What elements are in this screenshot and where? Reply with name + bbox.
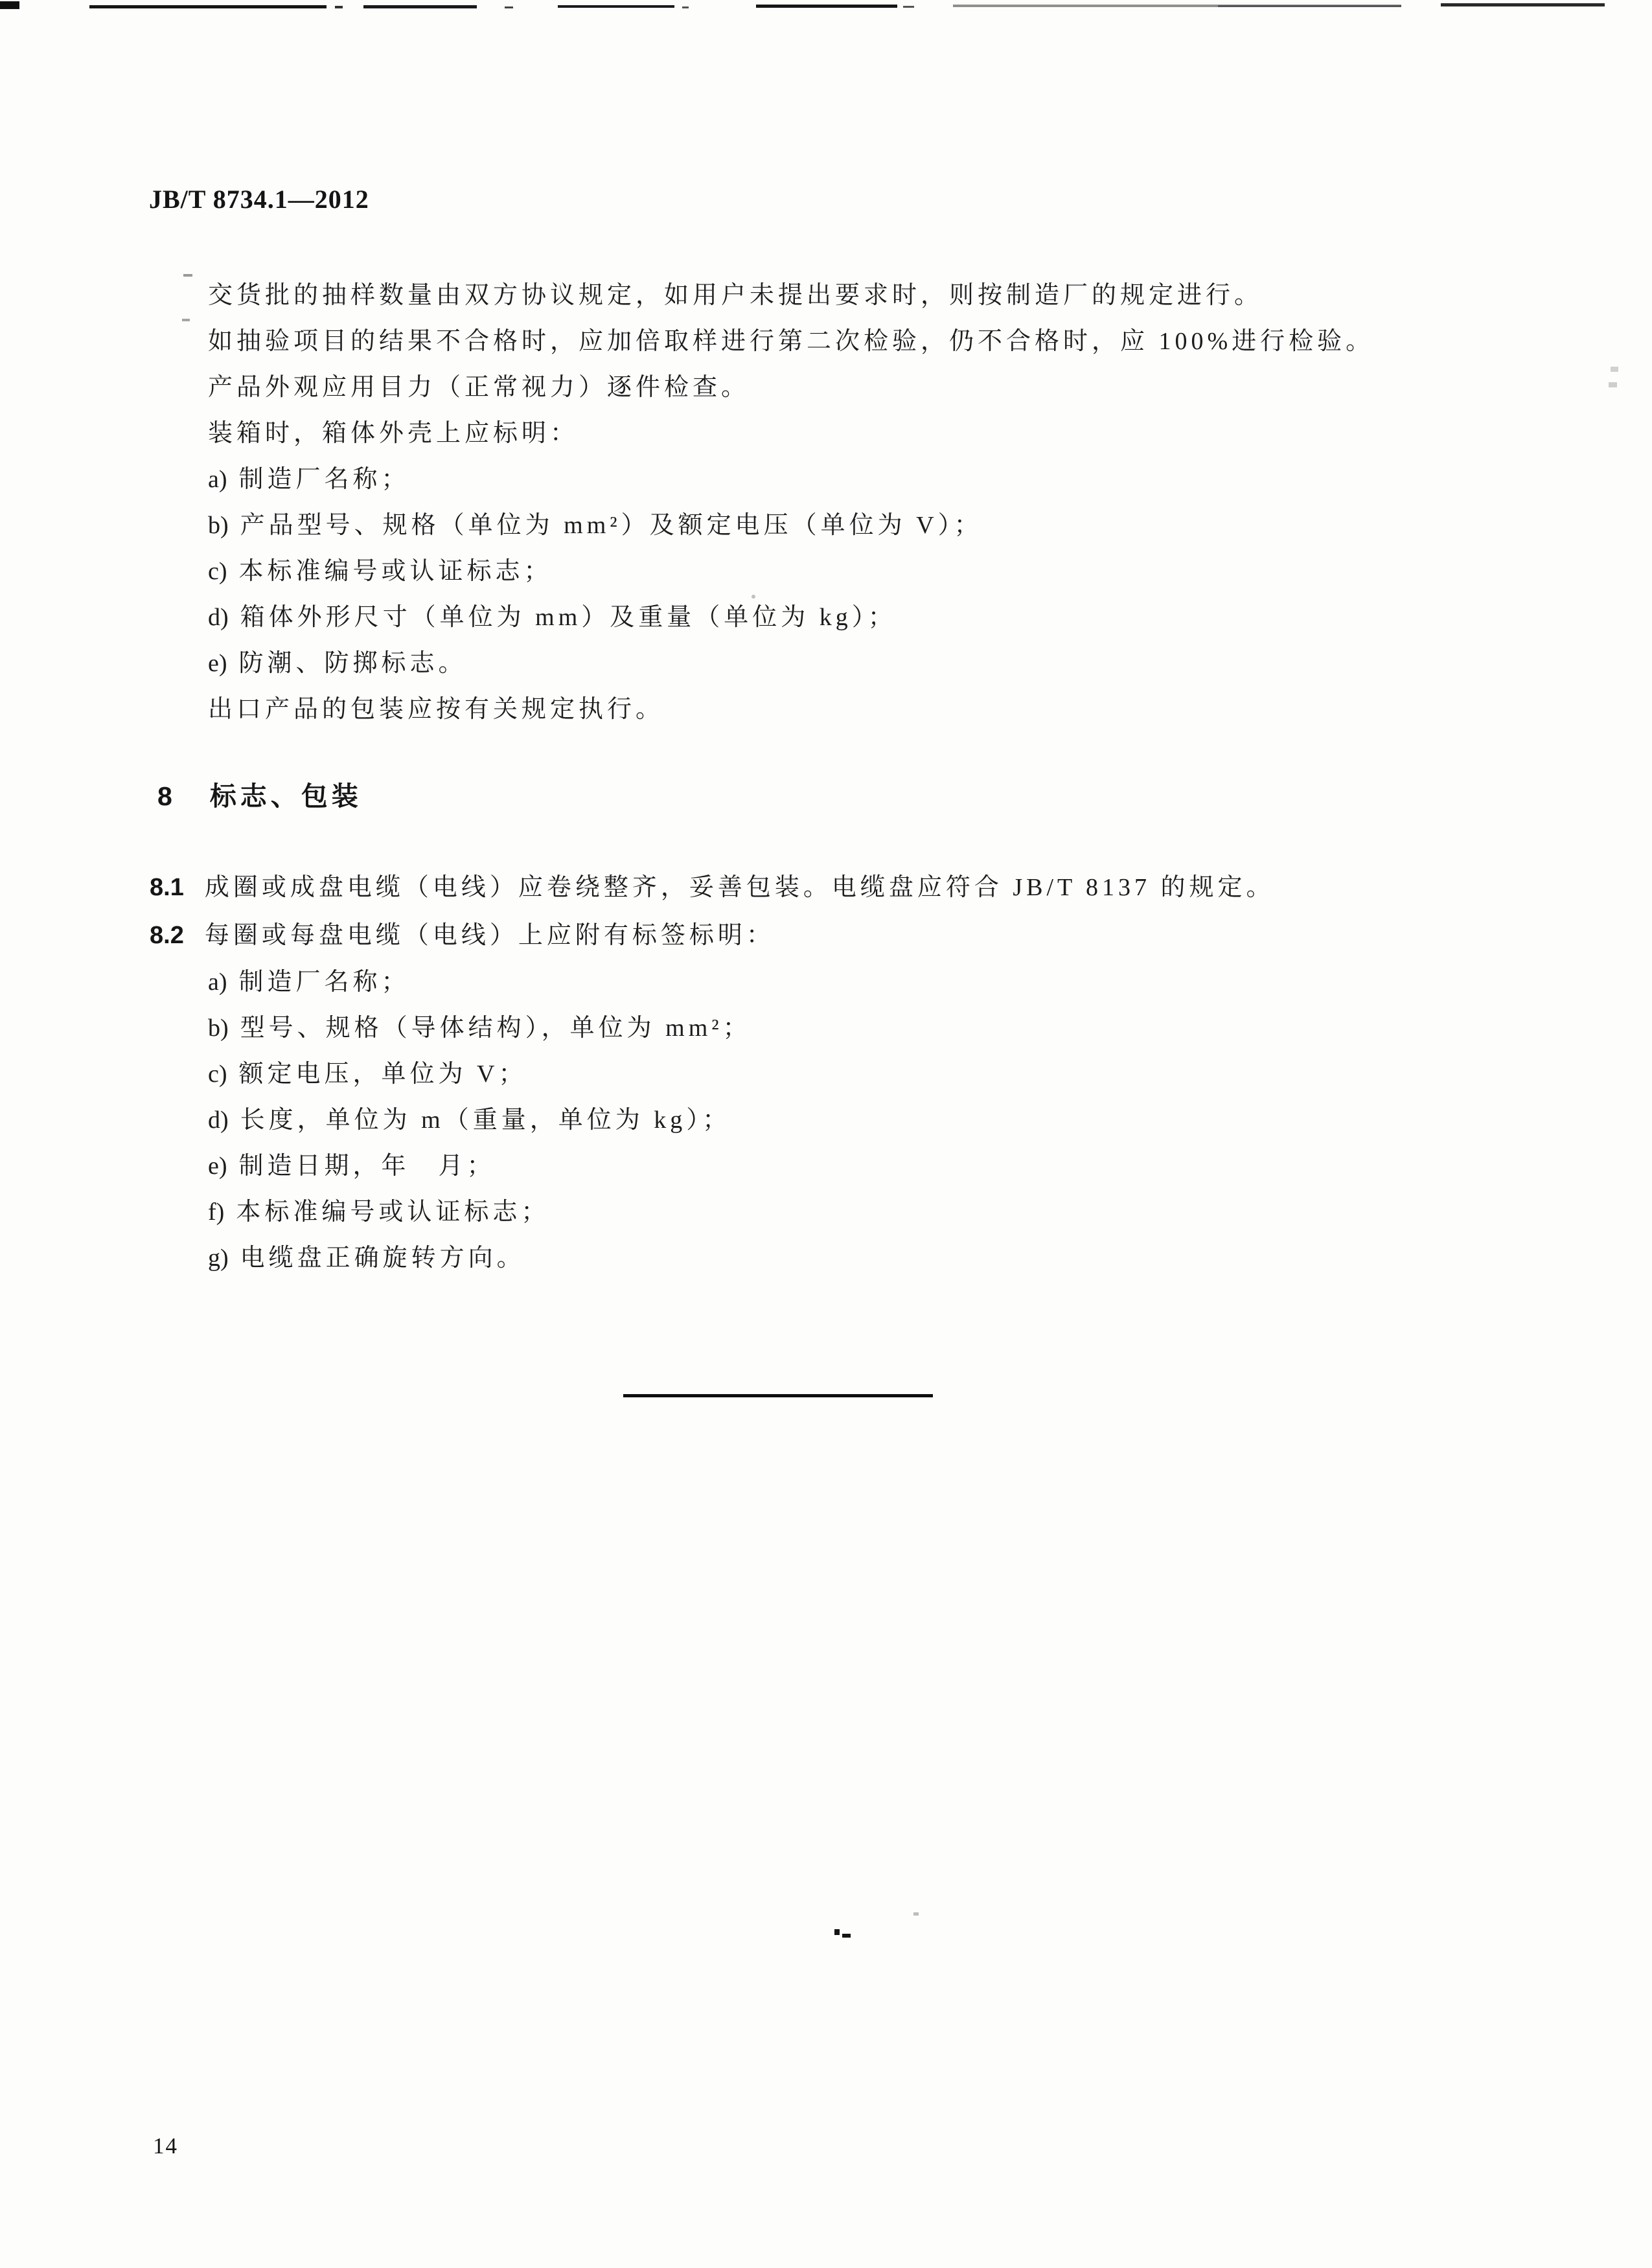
clause-number: 8.2	[150, 922, 184, 949]
scan-streak	[89, 5, 327, 8]
list-item-text: 型号、规格（导体结构），单位为 mm²；	[240, 1014, 751, 1042]
list-item	[159, 959, 1390, 1005]
list-item-text: 长度，单位为 m（重量，单位为 kg）；	[240, 1106, 731, 1134]
scan-streak	[1218, 5, 1401, 7]
paragraph-sampling: 交货批的抽样数量由双方协议规定，如用户未提出要求时，则按制造厂的规定进行。	[208, 282, 1263, 309]
list-item-label: d)	[208, 604, 229, 631]
list-item	[159, 1143, 1390, 1189]
list-item	[159, 1051, 1390, 1097]
clause-text: 成圈或成盘电缆（电线）应卷绕整齐，妥善包装。电缆盘应符合 JB/T 8137 的规定。	[204, 874, 1275, 901]
list-item-text: 制造厂名称；	[238, 968, 410, 996]
clause-8-2	[150, 913, 1445, 959]
list-item-text: 额定电压，单位为 V；	[238, 1060, 527, 1088]
scan-streak	[756, 5, 897, 8]
list-item-text: 本标准编号或认证标志；	[238, 558, 553, 585]
scan-streak	[1441, 3, 1605, 6]
paragraph-retest: 如抽验项目的结果不合格时，应加倍取样进行第二次检验，仍不合格时，应 100%进行检验。	[208, 328, 1375, 355]
section-number: 8	[157, 781, 172, 811]
clause-8-1	[150, 865, 1445, 911]
list-item	[159, 549, 1390, 595]
clause-text: 每圈或每盘电缆（电线）上应附有标签标明：	[204, 922, 775, 949]
scan-speck	[913, 1912, 919, 1916]
page-number: 14	[153, 2133, 178, 2159]
list-item-text: 制造厂名称；	[238, 466, 410, 493]
paragraph-visual-check: 产品外观应用目力（正常视力）逐件检查。	[208, 374, 750, 401]
section-title: 标志、包装	[209, 781, 362, 811]
list-item-label: a)	[208, 968, 227, 996]
clause-number: 8.1	[150, 874, 184, 901]
scan-streak	[558, 5, 674, 8]
list-item-label: e)	[208, 650, 227, 677]
paragraph-export-packing: 出口产品的包装应按有关规定执行。	[208, 696, 665, 723]
scan-speck	[834, 1929, 840, 1935]
scan-speck	[1609, 382, 1617, 387]
list-item-label: a)	[208, 466, 227, 493]
list-item-text: 箱体外形尺寸（单位为 mm）及重量（单位为 kg）；	[240, 604, 897, 631]
scan-speck	[842, 1934, 851, 1938]
list-item-text: 防潮、防掷标志。	[238, 650, 467, 677]
scan-streak	[363, 5, 477, 8]
list-item-label: f)	[208, 1198, 225, 1226]
list-item	[159, 1235, 1390, 1281]
section-heading	[157, 775, 362, 813]
list-item	[159, 1097, 1390, 1143]
list-item	[159, 1189, 1390, 1235]
list-item-text: 电缆盘正确旋转方向。	[240, 1244, 525, 1272]
scan-streak	[682, 6, 689, 8]
list-item-label: c)	[208, 558, 227, 585]
section8-label-list	[159, 959, 1390, 1281]
scan-streak	[335, 6, 343, 8]
list-item-text: 本标准编号或认证标志；	[236, 1198, 550, 1226]
list-item-label: b)	[208, 1014, 229, 1042]
paragraph-box-marking-intro: 装箱时，箱体外壳上应标明：	[208, 420, 579, 447]
end-divider-line	[623, 1394, 933, 1397]
list-item	[159, 641, 1390, 687]
scan-streak	[505, 6, 513, 8]
list-item-text: 产品型号、规格（单位为 mm²）及额定电压（单位为 V）；	[240, 512, 983, 539]
list-item	[159, 457, 1390, 503]
list-item-label: c)	[208, 1060, 227, 1088]
list-item-text: 制造日期，年 月；	[238, 1152, 496, 1180]
list-item-label: b)	[208, 512, 229, 539]
list-item	[159, 1005, 1390, 1051]
scan-streak	[0, 1, 19, 9]
list-item-label: d)	[208, 1106, 229, 1134]
scan-streak	[903, 6, 914, 8]
scan-speck	[1611, 367, 1618, 372]
list-item	[159, 595, 1390, 641]
standard-number-header: JB/T 8734.1—2012	[149, 185, 369, 214]
list-item	[159, 503, 1390, 549]
section7-body	[159, 273, 1390, 733]
list-item-label: e)	[208, 1152, 227, 1180]
list-item-label: g)	[208, 1244, 229, 1272]
scan-streak	[953, 5, 1401, 7]
